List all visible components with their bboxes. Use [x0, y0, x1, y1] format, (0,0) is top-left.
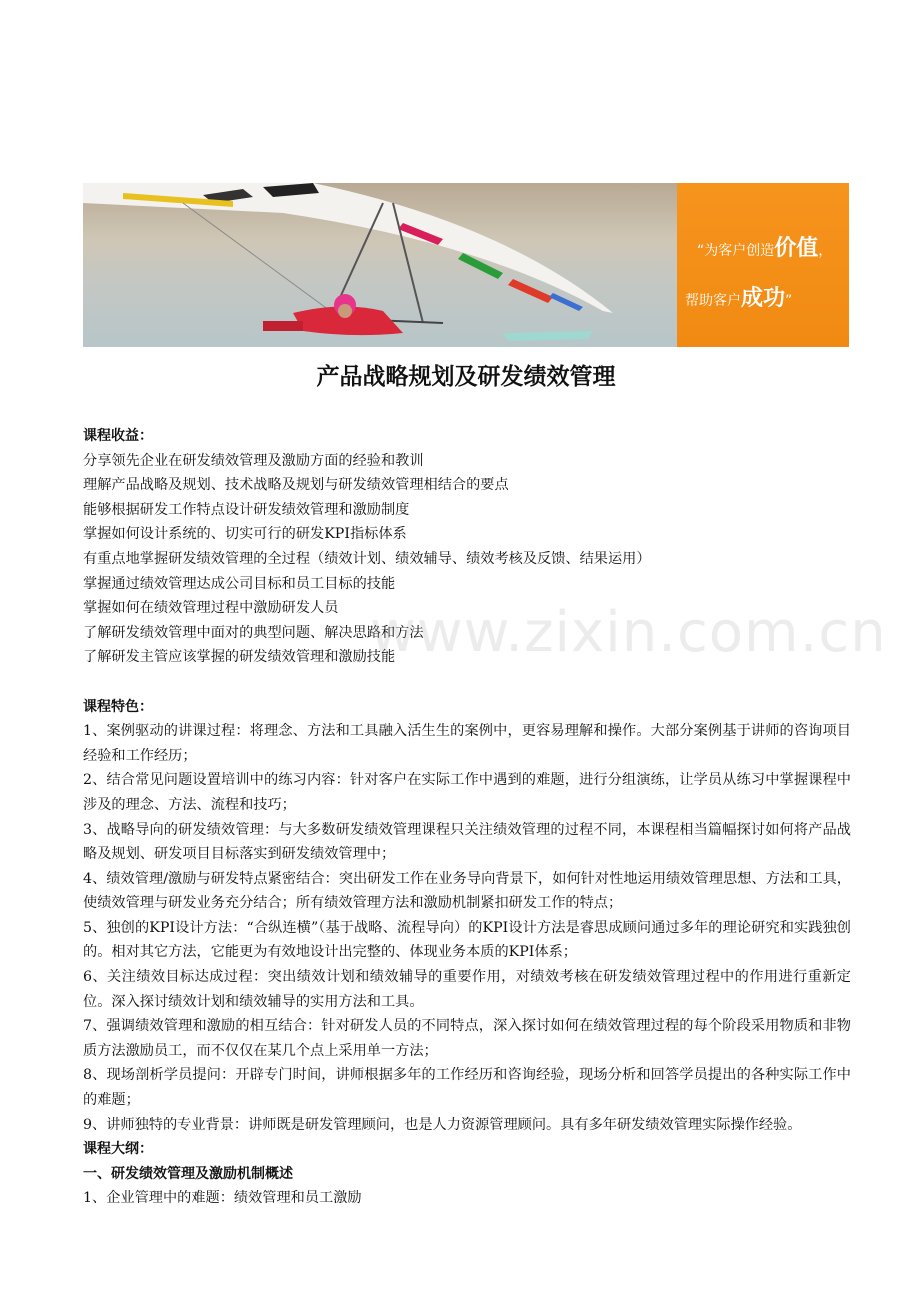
benefit-item: 理解产品战略及规划、技术战略及规划与研发绩效管理相结合的要点 — [83, 477, 509, 494]
slogan-panel — [677, 183, 849, 347]
benefit-item: 有重点地掌握研发绩效管理的全过程（绩效计划、绩效辅导、绩效考核及反馈、结果运用） — [83, 550, 651, 567]
outline-section-title: 一、研发绩效管理及激励机制概述 — [83, 1165, 293, 1182]
document-title: 产品战略规划及研发绩效管理 — [316, 364, 616, 390]
feature-item: 8、现场剖析学员提问：开辟专门时间，讲师根据多年的工作经历和咨询经验，现场分析和回答学员提出的各种实际工作中的难题； — [83, 1067, 851, 1109]
feature-item: 7、强调绩效管理和激励的相互结合：针对研发人员的不同特点，深入探讨如何在绩效管理过程的每个阶段采用物质和非物质方法激励员工，而不仅仅在某几个点上采用单一方法； — [83, 1018, 851, 1059]
slogan-line-1: “为客户创造价值， — [697, 236, 833, 261]
benefits-heading: 课程收益： — [83, 428, 153, 444]
watermark: www.zixin.com.cn — [370, 600, 887, 665]
hang-glider-photo — [83, 183, 677, 347]
benefit-item: 掌握如何在绩效管理过程中激励研发人员 — [83, 600, 339, 617]
header-banner — [83, 183, 849, 347]
feature-item: 4、绩效管理/激励与研发特点紧密结合：突出研发工作在业务导向背景下，如何针对性地运用绩效管理思想、方法和工具，使绩效管理与研发业务充分结合；所有绩效管理方法和激励机制紧扣研发工作的特点； — [83, 870, 851, 912]
benefit-item: 了解研发绩效管理中面对的典型问题、解决思路和方法 — [83, 624, 424, 641]
benefit-item: 掌握如何设计系统的、切实可行的研发KPI指标体系 — [83, 526, 407, 543]
benefit-item: 掌握通过绩效管理达成公司目标和员工目标的技能 — [83, 575, 396, 592]
benefit-item: 了解研发主管应该掌握的研发绩效管理和激励技能 — [83, 649, 396, 666]
benefit-item: 能够根据研发工作特点设计研发绩效管理和激励制度 — [83, 501, 410, 518]
benefit-item: 分享领先企业在研发绩效管理及激励方面的经验和教训 — [83, 452, 424, 469]
document-body — [83, 424, 851, 1211]
outline-item: 1、企业管理中的难题：绩效管理和员工激励 — [83, 1190, 362, 1207]
feature-item: 6、关注绩效目标达成过程：突出绩效计划和绩效辅导的重要作用，对绩效考核在研发绩效管理过程中的作用进行重新定位。深入探讨绩效计划和绩效辅导的实用方法和工具。 — [83, 969, 851, 1010]
outline-heading: 课程大纲： — [83, 1141, 153, 1158]
feature-item: 9、讲师独特的专业背景：讲师既是研发管理顾问，也是人力资源管理顾问。具有多年研发绩效管理实际操作经验。 — [83, 1116, 802, 1133]
feature-item: 3、战略导向的研发绩效管理：与大多数研发绩效管理课程只关注绩效管理的过程不同，本课程相当篇幅探讨如何将产品战略及规划、研发项目目标落实到研发绩效管理中； — [83, 821, 851, 863]
features-heading: 课程特色： — [83, 698, 153, 715]
slogan-line-2: 帮助客户成功” — [685, 286, 793, 311]
feature-item: 2、结合常见问题设置培训中的练习内容：针对客户在实际工作中遇到的难题，进行分组演练，让学员从练习中掌握课程中涉及的理念、方法、流程和技巧； — [83, 772, 851, 813]
feature-item: 1、案例驱动的讲课过程：将理念、方法和工具融入活生生的案例中，更容易理解和操作。大部分案例基于讲师的咨询项目经验和工作经历； — [83, 723, 851, 764]
feature-item: 5、独创的KPI设计方法：“合纵连横”（基于战略、流程导向）的KPI设计方法是睿思成顾问通过多年的理论研究和实践独创的。相对其它方法，它能更为有效地设计出完整的、体现业务本质的KPI体系； — [83, 919, 851, 961]
spacer — [83, 670, 851, 695]
